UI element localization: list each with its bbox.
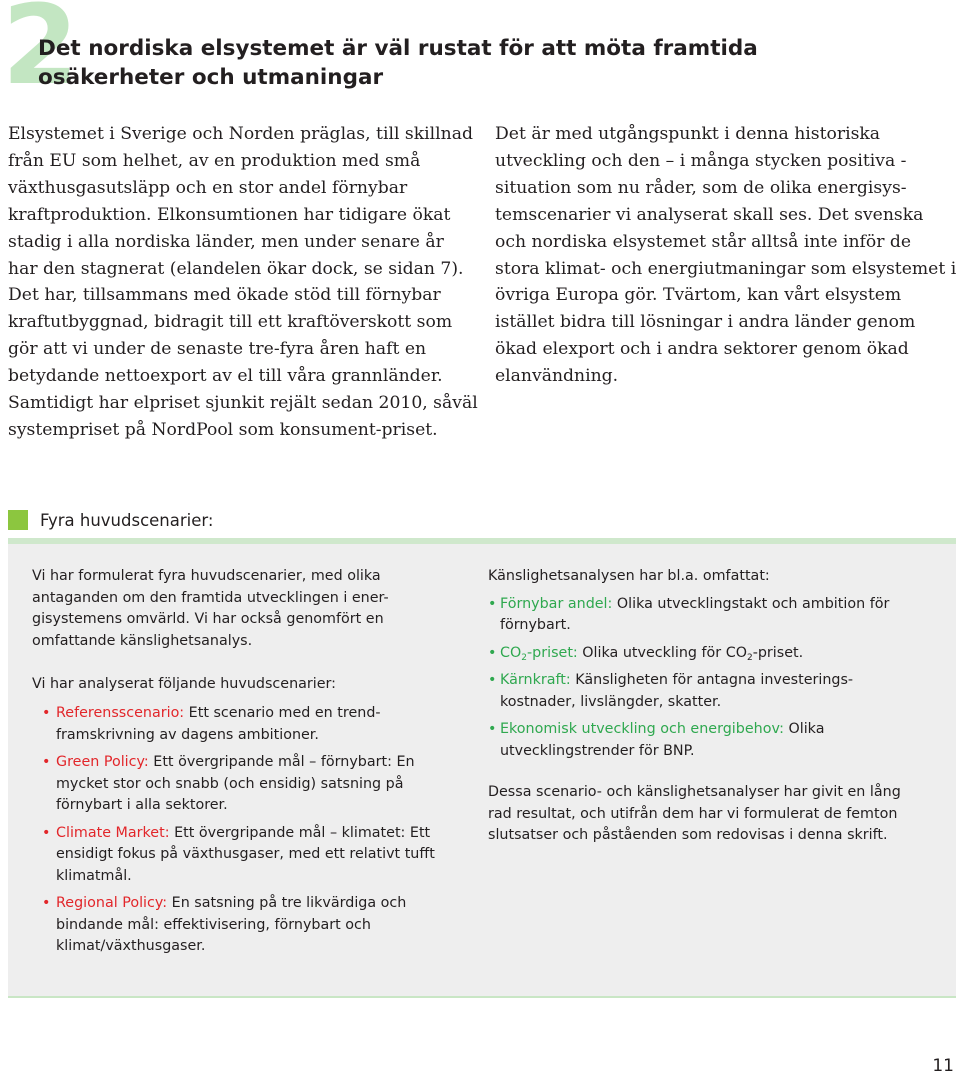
scenario-text: Ett scenario med en trend-framskrivning av dagens ambitioner. [56, 705, 381, 743]
scenario-text: Ett övergripande mål – förnybart: En mycket stor och snabb (och ensidig) satsning på förnybart i alla sektorer. [56, 754, 415, 813]
co2-name-sub: 2 [521, 652, 527, 663]
chapter-title: Det nordiska elsystemet är väl rustat för att möta framtida osäkerheter och utmaningar [38, 36, 758, 90]
bullet-icon: • [488, 595, 497, 612]
scenario-item-regional-policy [32, 893, 452, 958]
sensitivity-name: Ekonomisk utveckling och energibehov: [500, 721, 784, 737]
sensitivity-name: Förnybar andel: [500, 595, 613, 612]
bullet-icon: • [488, 644, 497, 661]
sensitivity-item-co2 [488, 643, 928, 665]
scenario-name: Referensscenario: [56, 705, 185, 721]
scenario-item-reference [32, 703, 452, 746]
scenario-intro: Vi har formulerat fyra huvudscenarier, med olika antaganden om den framtida utvecklingen i ener-gisystemens omvärld. Vi har också genomfört en omfattande känslighetsanalys. [32, 568, 389, 649]
scenario-name: Green Policy: [56, 754, 149, 770]
green-square-icon [8, 510, 28, 530]
sensitivity-intro: Känslighetsanalysen har bl.a. omfattat: [488, 568, 770, 584]
scenario-item-green-policy [32, 752, 452, 817]
co2-text-sub: 2 [746, 652, 753, 663]
scenario-box [8, 544, 956, 998]
bullet-icon: • [42, 895, 51, 911]
section-heading [8, 509, 213, 531]
body-text-right: Det är med utgångspunkt i denna historiska utveckling och den – i många stycken positiva - situation som nu råder, som de olika energisys-temscenarier vi analyserat skall ses. Det svenska och nordiska elsystemet står alltså inte inför de stora klimat- och energiutmaningar som elsystemet i övriga Europa gör. Tvärtom, kan vårt elsystem istället bidra till lösningar i andra länder genom ökad elexport och i andra sektorer genom ökad elanvändning. [495, 124, 957, 387]
scenario-name: Regional Policy: [56, 895, 168, 911]
bullet-icon: • [42, 824, 51, 841]
sensitivity-list [488, 594, 928, 763]
bullet-icon: • [42, 754, 51, 770]
sensitivity-column [488, 566, 928, 868]
scenario-list [32, 703, 452, 958]
sensitivity-text: Olika utvecklingstrender för BNP. [500, 721, 825, 759]
scenario-item-climate-market [32, 823, 452, 888]
sensitivity-text: Känsligheten för antagna investerings-kostnader, livslängder, skatter. [500, 672, 854, 710]
sensitivity-item-nuclear [488, 670, 928, 713]
co2-text-post: -priset. [752, 644, 804, 661]
scenario-text: En satsning på tre likvärdiga och bindande mål: effektivisering, förnybart och klimat/växthusgaser. [56, 895, 407, 954]
scenario-name: Climate Market: [56, 824, 170, 841]
sensitivity-item-economy [488, 719, 928, 762]
sensitivity-text: Olika utvecklingstakt och ambition för förnybart. [500, 595, 890, 633]
section-heading-label: Fyra huvudscenarier: [40, 510, 214, 530]
sensitivity-item-renewable [488, 594, 928, 637]
scenario-column [32, 566, 452, 964]
bullet-icon: • [42, 705, 51, 721]
co2-name-post: -priset: [526, 644, 578, 661]
co2-text-pre: Olika utveckling för CO [577, 644, 747, 661]
sensitivity-closing: Dessa scenario- och känslighetsanalyser har givit en lång rad resultat, och utifrån dem har vi formulerat de femton slutsatser och påståenden som redovisas i denna skrift. [488, 784, 901, 843]
sensitivity-name [500, 645, 578, 661]
sensitivity-name: Kärnkraft: [500, 672, 571, 688]
body-text-left: Elsystemet i Sverige och Norden präglas, till skillnad från EU som helhet, av en produktion med små växthusgasutsläpp och en stor andel förnybar kraftproduktion. Elkonsumtionen har tidigare ökat stadig i alla nordiska länder, men under senare år har den stagnerat (elandelen ökar dock, se sidan 7). Det har, tillsammans med ökade stöd till förnybar kraftutbyggnad, bidragit till ett kraftöverskott som gör att vi under de senaste tre-fyra åren haft en betydande nettoexport av el till våra grannländer. Samtidigt har elpriset sjunkit rejält sedan 2010, såväl systempriset på NordPool som konsument-priset. [8, 124, 478, 440]
bullet-icon: • [488, 721, 497, 737]
page-number: 11 [932, 1056, 954, 1076]
scenario-list-intro: Vi har analyserat följande huvudscenarier: [32, 675, 336, 692]
chapter-number: 2 [2, 0, 79, 109]
scenario-text: Ett övergripande mål – klimatet: Ett ensidigt fokus på växthusgaser, med ett relativt tufft klimatmål. [56, 824, 435, 884]
bullet-icon: • [488, 672, 497, 688]
co2-name-pre: CO [500, 644, 522, 661]
